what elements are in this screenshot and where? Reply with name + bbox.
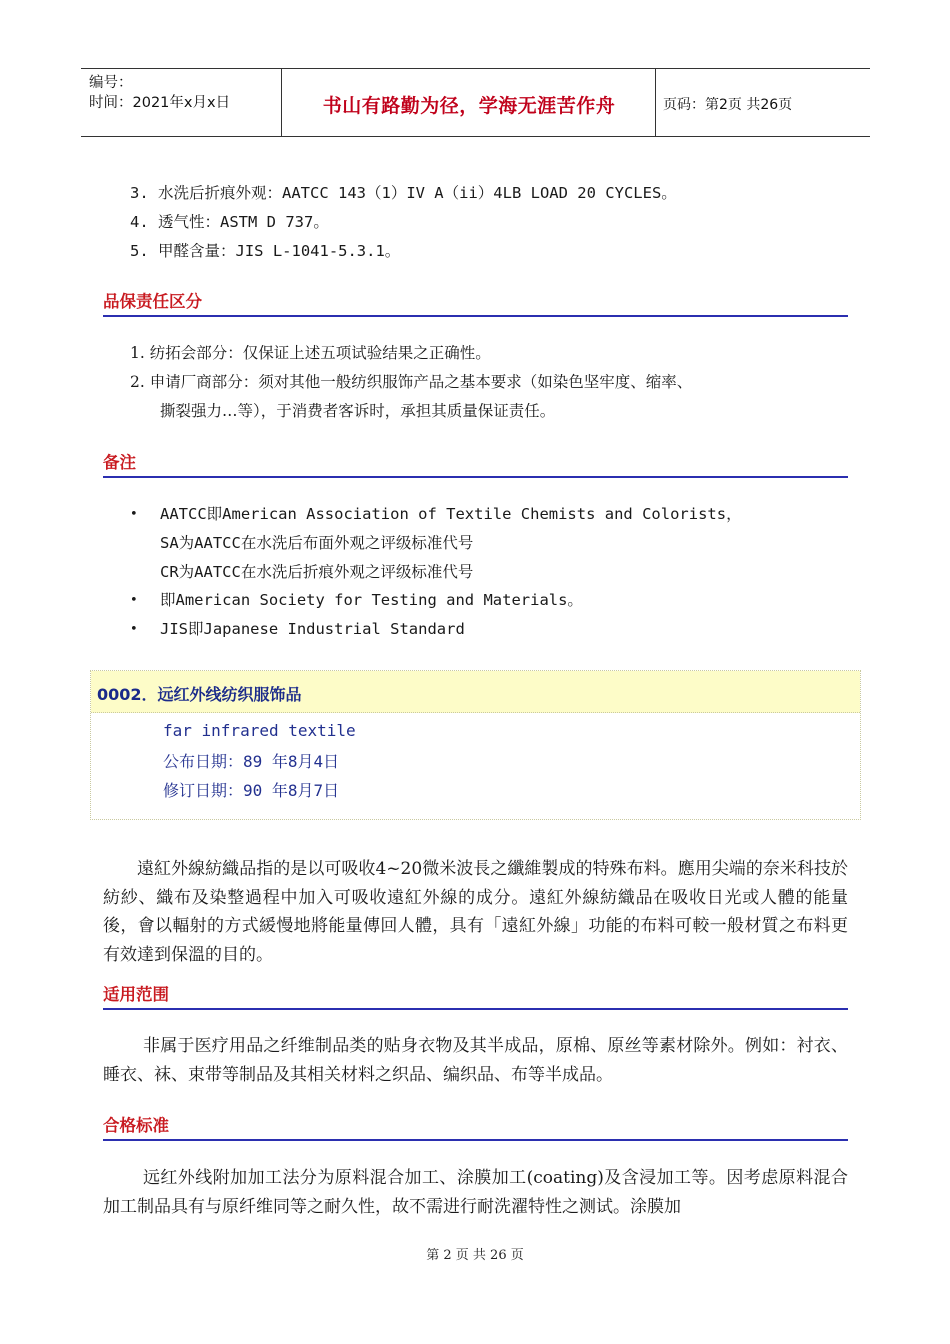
note-line: SA为AATCC在水洗后布面外观之评级标准代号 [160, 534, 474, 552]
list-item: 5. 甲醛含量：JIS L-1041-5.3.1。 [130, 242, 401, 260]
intro-paragraph: 遠紅外線紡織品指的是以可吸收4~20微米波長之纖維製成的特殊布料。應用尖端的奈米科技於紡紗、織布及染整過程中加入可吸收遠紅外線的成分。遠紅外線紡織品在吸收日光或人體的能量後，會以輻射的方式緩慢地將能量傳回人體，具有「遠紅外線」功能的布料可較一般材質之布料更有效達到保溫的目的。 [103, 859, 848, 965]
standard-info-box [90, 670, 861, 820]
header-motto: 书山有路勤为径，学海无涯苦作舟 [322, 95, 616, 117]
section-heading-notes [103, 450, 848, 478]
list-item-continuation: 撕裂强力…等），于消费者客诉时，承担其质量保证责任。 [160, 402, 556, 420]
list-item: 1. 纺拓会部分：仅保证上述五项试验结果之正确性。 [130, 344, 491, 362]
header-divider [655, 69, 656, 136]
scope-paragraph: 非属于医疗用品之纤维制品类的贴身衣物及其半成品，原棉、原丝等素材除外。例如：衬衣、睡衣、袜、束带等制品及其相关材料之织品、编织品、布等半成品。 [103, 1036, 848, 1085]
published-date: 公布日期：89 年8月4日 [163, 752, 340, 771]
list-item: 3. 水洗后折痕外观：AATCC 143（1）IV A（ii）4LB LOAD 20 CYCLES。 [130, 184, 677, 202]
note-line: CR为AATCC在水洗后折痕外观之评级标准代号 [160, 563, 474, 581]
header-meta [89, 73, 284, 113]
document-header [81, 68, 870, 137]
section-heading-scope [103, 982, 848, 1010]
standard-paragraph: 远红外线附加加工法分为原料混合加工、涂膜加工(coating)及含浸加工等。因考虑原料混合加工制品具有与原纤维同等之耐久性，故不需进行耐洗濯特性之测试。涂膜加 [103, 1168, 848, 1217]
section-title: 品保责任区分 [103, 292, 202, 311]
section-heading-standard [103, 1113, 848, 1141]
info-box-title: 0002．远红外线纺织服饰品 [97, 685, 302, 704]
page-footer: 第 2 页 共 26 页 [426, 1248, 524, 1263]
list-item: 4. 透气性：ASTM D 737。 [130, 213, 329, 231]
note-line: JIS即Japanese Industrial Standard [160, 620, 465, 638]
note-line: AATCC即American Association of Textile Chemists and Colorists， [160, 505, 742, 523]
section-title: 合格标准 [103, 1116, 169, 1135]
revised-date: 修订日期：90 年8月7日 [163, 781, 340, 800]
section-title: 备注 [103, 453, 136, 472]
bullet-icon: • [130, 593, 138, 608]
list-item: 2. 申请厂商部分：须对其他一般纺织服饰产品之基本要求（如染色坚牢度、缩率、 [130, 373, 693, 391]
english-title: far infrared textile [163, 721, 356, 740]
date-line: 时间：2021年x月x日 [89, 95, 231, 111]
header-page-info: 页码：第2页 共26页 [663, 97, 793, 113]
serial-label: 编号： [89, 75, 133, 91]
note-line: 即American Society for Testing and Materials。 [160, 591, 583, 609]
bullet-icon: • [130, 622, 138, 637]
section-title: 适用范围 [103, 985, 169, 1004]
section-heading-warranty [103, 289, 848, 317]
bullet-icon: • [130, 507, 138, 522]
info-box-header [91, 671, 860, 713]
